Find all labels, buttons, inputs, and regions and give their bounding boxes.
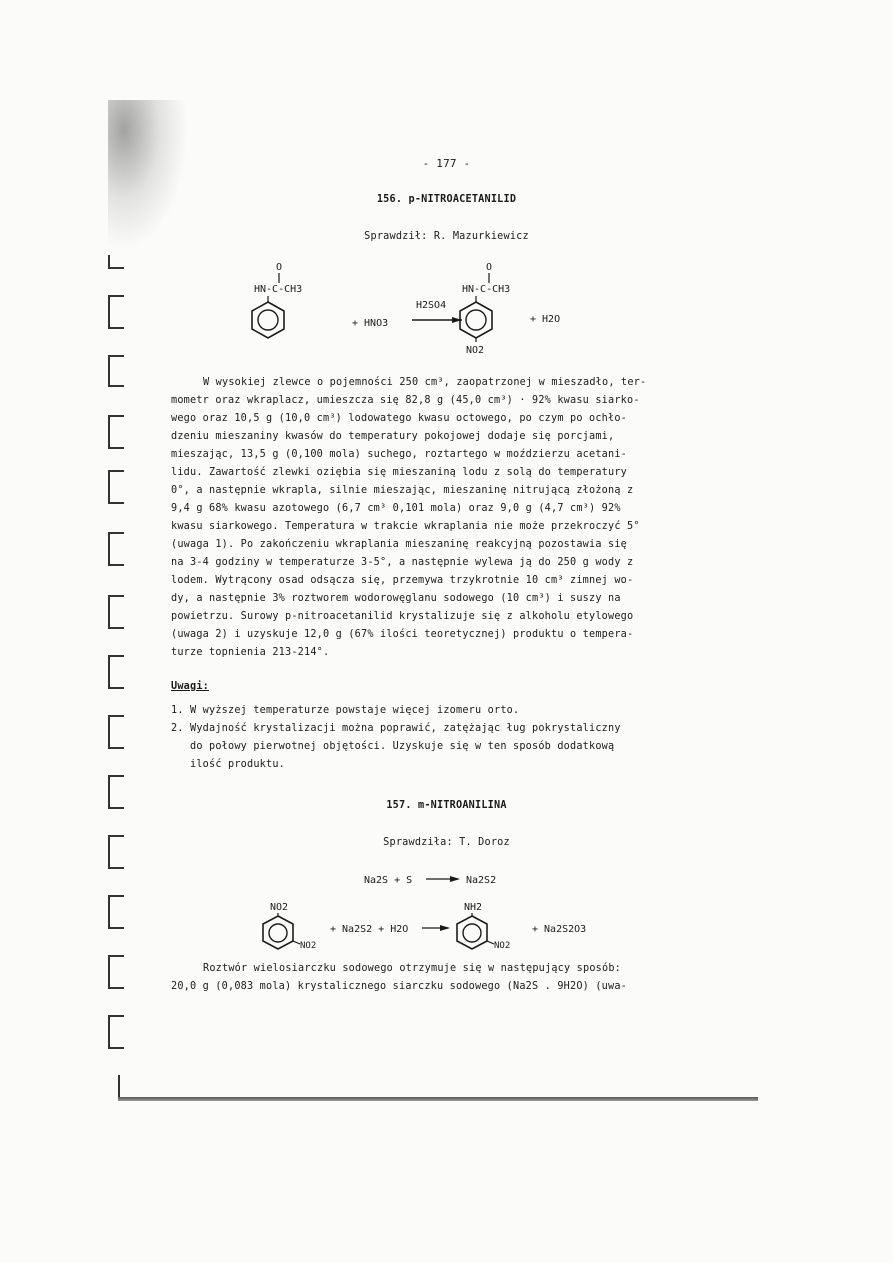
note-item: ilość produktu. [190, 759, 286, 770]
paragraph-line: (uwaga 1). Po zakończeniu wkraplania mieszaninę reakcyjną pozostawia się [171, 539, 628, 550]
binding-mark [108, 355, 124, 387]
product-nitro-side: NO2 [494, 941, 511, 951]
equation-polysulfide [360, 868, 530, 890]
benzene-ring-icon [252, 302, 284, 338]
binding-mark [108, 1015, 124, 1049]
paragraph-line: mieszając, 13,5 g (0,100 mola) suchego, roztartego w moździerzu acetani- [171, 449, 628, 460]
product-nitro-group: NO2 [466, 345, 485, 356]
benzene-ring-icon [457, 916, 487, 949]
bottom-rule [118, 1097, 758, 1101]
note-item: do połowy pierwotnej objętości. Uzyskuje się w ten sposób dodatkową [190, 741, 615, 752]
paragraph-line: lidu. Zawartość zlewki oziębia się mieszaniną lodu z solą do temperatury [171, 467, 628, 478]
checked-by-157: Sprawdziła: T. Doroz [383, 837, 510, 848]
benzene-ring-icon [460, 302, 492, 338]
eq2-byproduct: + Na2S2O3 [532, 924, 587, 935]
binding-mark [108, 595, 124, 629]
reactant-amide-group: HN-C-CH3 [254, 284, 303, 295]
eq1-reactants: Na2S + S [364, 875, 413, 886]
paragraph-line: (uwaga 2) i uzyskuje 12,0 g (67% ilości teoretycznej) produktu o tempera- [171, 629, 634, 640]
paragraph-line: 9,4 g 68% kwasu azotowego (6,7 cm³ 0,101 mola) oraz 9,0 g (4,7 cm³) 92% [171, 503, 621, 514]
note-item: 2. Wydajność krystalizacji można poprawić, zatężając ług pokrystaliczny [171, 723, 621, 734]
binding-mark [108, 295, 124, 329]
paragraph-line: Roztwór wielosiarczku sodowego otrzymuje się w następujący sposób: [203, 963, 622, 974]
paragraph-line: na 3-4 godziny w temperaturze 3-5°, a następnie wylewa ją do 250 g wody z [171, 557, 634, 568]
paragraph-line: 0°, a następnie wkrapla, silnie mieszając, mieszaninę nitrującą złożoną z [171, 485, 634, 496]
binding-mark [108, 255, 124, 269]
binding-mark [108, 715, 124, 749]
paragraph-line: 20,0 g (0,083 mola) krystalicznego siarczku sodowego (Na2S . 9H2O) (uwa- [171, 981, 628, 992]
binding-mark [108, 895, 124, 929]
binding-mark [108, 655, 124, 689]
paragraph-line: powietrzu. Surowy p-nitroacetanilid krystalizuje się z alkoholu etylowego [171, 611, 634, 622]
section-title-157: 157. m-NITROANILINA [386, 800, 507, 811]
checked-by-156: Sprawdził: R. Mazurkiewicz [364, 231, 529, 242]
product-amino-top: NH2 [464, 902, 483, 913]
byproduct-water: + H2O [530, 314, 561, 325]
paragraph-line: W wysokiej zlewce o pojemności 250 cm³, zaopatrzonej w mieszadło, ter- [203, 377, 647, 388]
eq2-middle-reagents: + Na2S2 + H2O [330, 924, 409, 935]
section-title-156: 156. p-NITROACETANILID [376, 194, 517, 205]
notes-heading: Uwagi: [171, 681, 210, 692]
paragraph-line: dzeniu mieszaniny kwasów do temperatury pokojowej dodaje się porcjami, [171, 431, 615, 442]
reactant-nitro-top: NO2 [270, 902, 289, 913]
binding-mark [108, 532, 124, 566]
paragraph-line: wego oraz 10,5 g (10,0 cm³) lodowatego kwasu octowego, po czym po ochło- [171, 413, 628, 424]
reaction-scheme-156 [240, 258, 620, 358]
catalyst-label: H2SO4 [416, 300, 447, 311]
binding-mark [108, 415, 124, 449]
benzene-ring-icon [263, 916, 293, 949]
paragraph-line: dy, a następnie 3% roztworem wodorowęglanu sodowego (10 cm³) i suszy na [171, 593, 621, 604]
paragraph-line: mometr oraz wkraplacz, umieszcza się 82,8 g (45,0 cm³) · 92% kwasu siarko- [171, 395, 640, 406]
binding-mark [108, 470, 124, 504]
product-amide-group: HN-C-CH3 [462, 284, 511, 295]
binding-mark [118, 1075, 120, 1099]
reaction-scheme-157 [250, 896, 620, 956]
carbonyl-oxygen: O [276, 262, 283, 273]
page-number: - 177 - [422, 157, 471, 170]
reagent-nitric-acid: + HNO3 [352, 318, 389, 329]
paragraph-line: turze topnienia 213-214°. [171, 647, 330, 658]
binding-mark [108, 955, 124, 989]
paragraph-line: kwasu siarkowego. Temperatura w trakcie wkraplania nie może przekroczyć 5° [171, 521, 640, 532]
paragraph-line: lodem. Wytrącony osad odsącza się, przemywa trzykrotnie 10 cm³ zimnej wo- [171, 575, 634, 586]
note-item: 1. W wyższej temperaturze powstaje więcej izomeru orto. [171, 705, 520, 716]
reactant-nitro-side: NO2 [300, 941, 317, 951]
carbonyl-oxygen: O [486, 262, 493, 273]
eq1-product: Na2S2 [466, 875, 497, 886]
